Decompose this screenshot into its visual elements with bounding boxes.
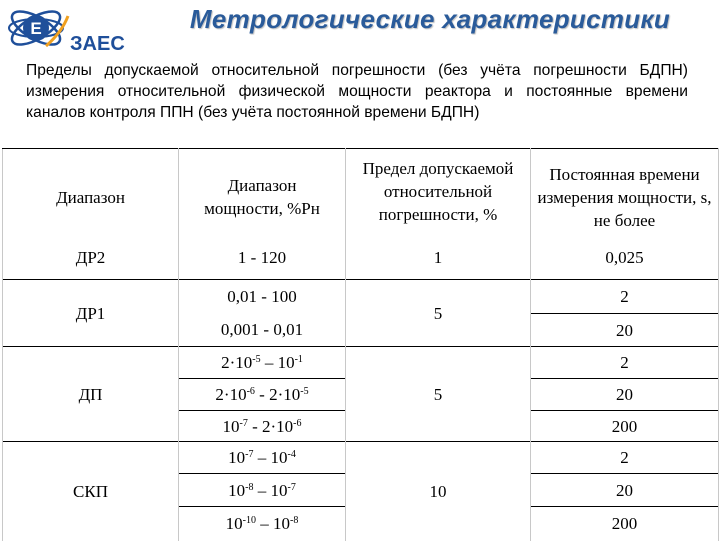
cell-time-dp-2: 20 (531, 379, 719, 411)
cell-range-dp: ДП (3, 347, 179, 442)
svg-text:ЗАЕС: ЗАЕС (70, 33, 125, 55)
cell-power-dp-2: $2\cdot 10^{-6} - 2\cdot 10^{-5}$ (179, 379, 346, 411)
cell-power-dp-1: $2\cdot 10^{-5} - 10^{-1}$ (179, 347, 346, 379)
header-time-constant: Постоянная времени измерения мощности, s, не более (531, 149, 719, 246)
cell-power-skp-1: $10^{-7} - 10^{-4}$ (179, 442, 346, 474)
cell-power-skp-3: $10^{-10} - 10^{-8}$ (179, 507, 346, 541)
cell-error-dr2: 1 (346, 246, 531, 280)
table-row-dp-a (3, 347, 719, 379)
table-header-row (3, 149, 719, 246)
cell-time-dr1-2: 20 (531, 314, 719, 347)
metrology-table-container (2, 148, 718, 540)
header-power-range: Диапазон мощности, %Рн (179, 149, 346, 246)
metrology-table (2, 148, 719, 541)
header-error-limit: Предел допускаемой относительной погрешности, % (346, 149, 531, 246)
table-row-skp-a (3, 442, 719, 474)
cell-range-skp: СКП (3, 442, 179, 541)
cell-power-dp-3: $10^{-7} - 2\cdot 10^{-6}$ (179, 411, 346, 442)
cell-power-dr1-1: 0,01 - 100 (179, 280, 346, 314)
cell-time-skp-2: 20 (531, 474, 719, 507)
cell-time-dp-3: 200 (531, 411, 719, 442)
cell-time-dr2: 0,025 (531, 246, 719, 280)
zaes-logo (2, 2, 142, 58)
header-range: Диапазон (3, 149, 179, 246)
cell-power-dr2: 1 - 120 (179, 246, 346, 280)
cell-error-dp: 5 (346, 347, 531, 442)
svg-text:Е: Е (30, 19, 42, 38)
cell-range-dr1: ДР1 (3, 280, 179, 347)
cell-power-dr1-2: 0,001 - 0,01 (179, 314, 346, 347)
cell-time-skp-3: 200 (531, 507, 719, 541)
table-row-dr1-a (3, 280, 719, 314)
cell-error-dr1: 5 (346, 280, 531, 347)
page-title: Метрологические характеристики (189, 4, 671, 34)
cell-range-dr2: ДР2 (3, 246, 179, 280)
cell-error-skp: 10 (346, 442, 531, 541)
cell-time-dp-1: 2 (531, 347, 719, 379)
intro-text: Пределы допускаемой относительной погрешности (без учёта погрешности БДПН) измерения относительной физической мощности реактора и постоянные времени каналов контроля ППН (без учёта постоянной времени БДПН) (26, 62, 688, 121)
cell-time-skp-1: 2 (531, 442, 719, 474)
table-row-dr2 (3, 246, 719, 280)
cell-power-skp-2: $10^{-8} - 10^{-7}$ (179, 474, 346, 507)
cell-time-dr1-1: 2 (531, 280, 719, 314)
slide-header (0, 0, 720, 58)
